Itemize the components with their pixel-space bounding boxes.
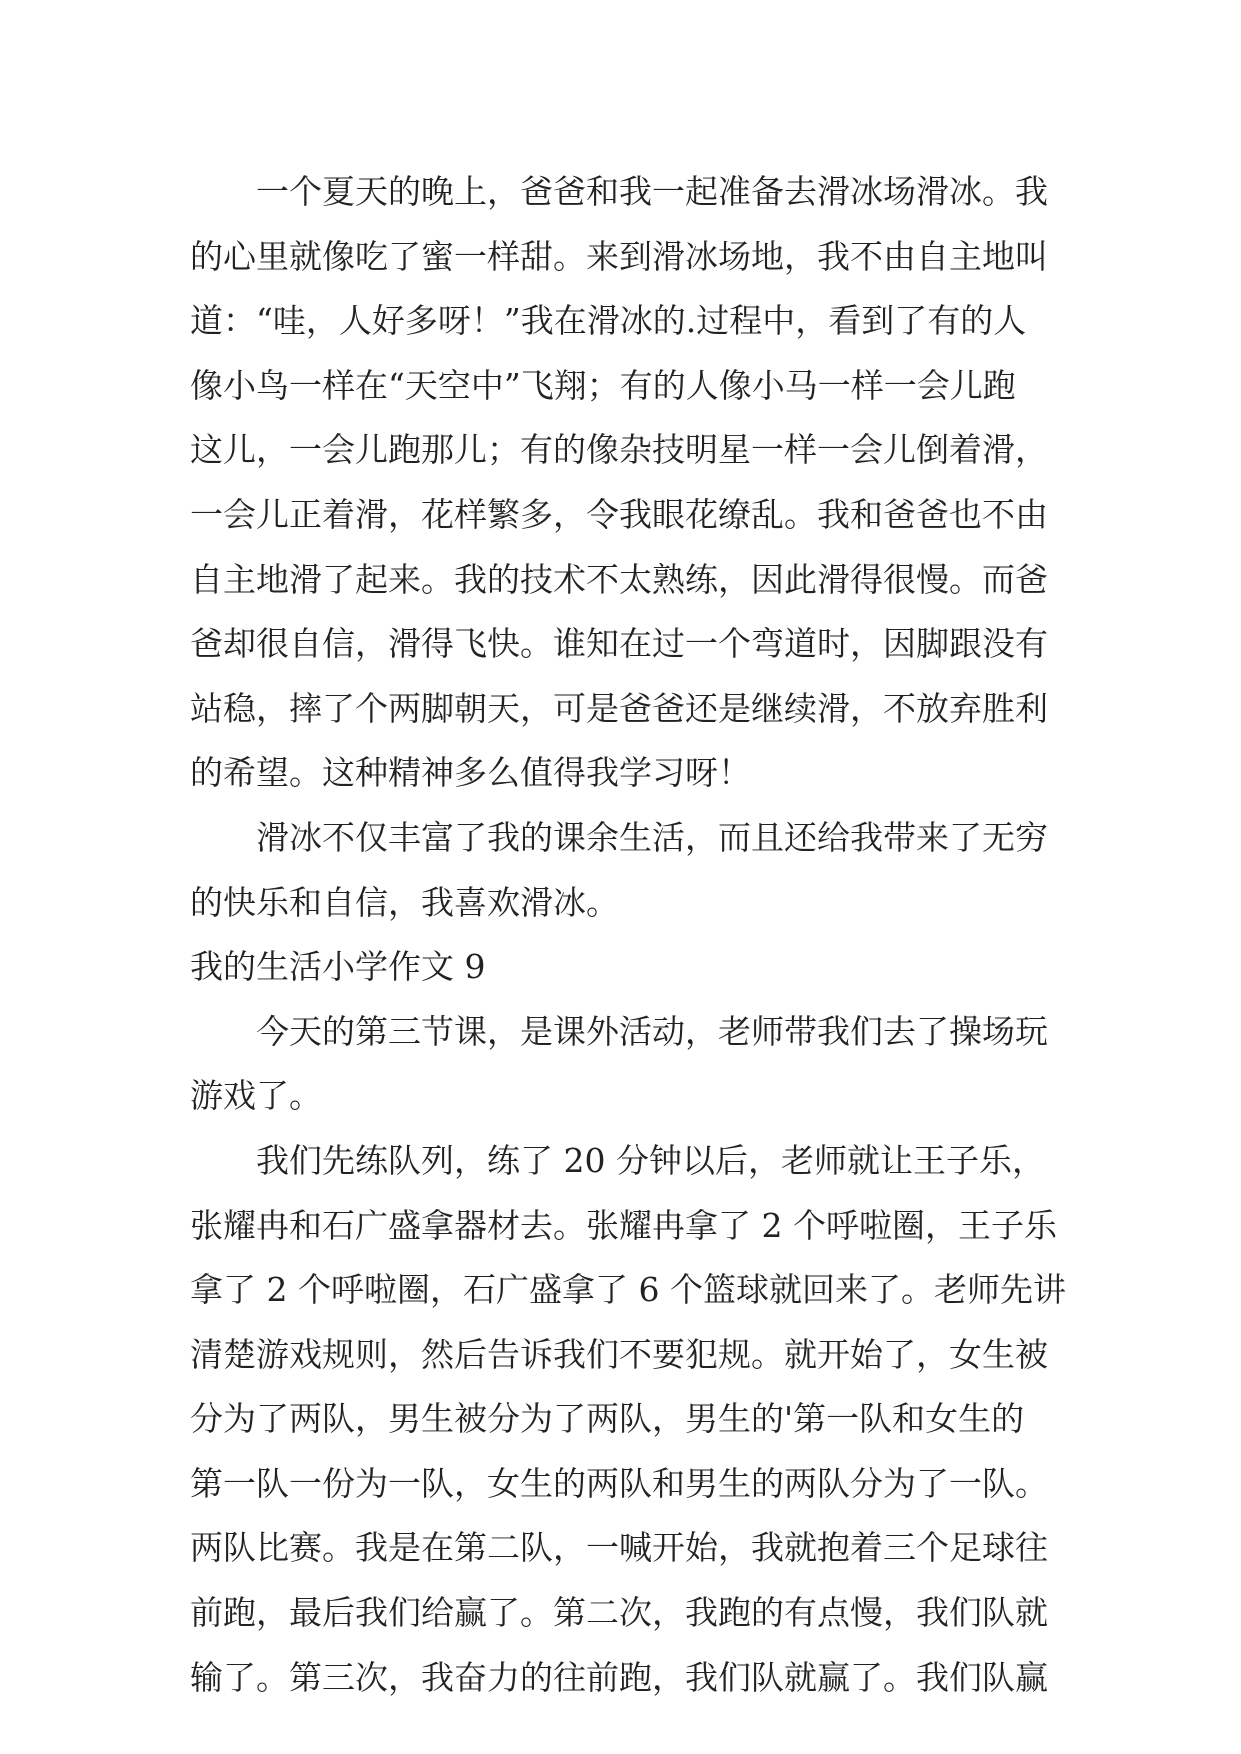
text-line: 一会儿正着滑，花样繁多，令我眼花缭乱。我和爸爸也不由 [190, 494, 1048, 534]
text-line: 一个夏天的晚上，爸爸和我一起准备去滑冰场滑冰。我 [256, 172, 1048, 211]
text-line: 的希望。这种精神多么值得我学习呀！ [190, 753, 751, 793]
text-line: 输了。第三次，我奋力的往前跑，我们队就赢了。我们队赢 [190, 1657, 1048, 1697]
text-line: 拿了 2 个呼啦圈，石广盛拿了 6 个篮球就回来了。老师先讲 [190, 1270, 1066, 1310]
text-line: 道：“哇，人好多呀！”我在滑冰的.过程中，看到了有的人 [190, 301, 1027, 341]
document-body [190, 160, 1070, 1710]
text-line: 的快乐和自信，我喜欢滑冰。 [190, 882, 619, 922]
text-line: 第一队一份为一队，女生的两队和男生的两队分为了一队。 [190, 1463, 1048, 1503]
text-line: 张耀冉和石广盛拿器材去。张耀冉拿了 2 个呼啦圈，王子乐 [190, 1205, 1057, 1245]
text-line: 滑冰不仅丰富了我的课余生活，而且还给我带来了无穷 [256, 817, 1048, 857]
text-line: 今天的第三节课，是课外活动，老师带我们去了操场玩 [256, 1011, 1048, 1051]
text-line: 站稳，摔了个两脚朝天，可是爸爸还是继续滑，不放弃胜利 [190, 688, 1048, 728]
text-line: 分为了两队，男生被分为了两队，男生的'第一队和女生的 [190, 1399, 1025, 1439]
text-line: 爸却很自信，滑得飞快。谁知在过一个弯道时，因脚跟没有 [190, 624, 1048, 664]
text-line: 游戏了。 [190, 1076, 322, 1116]
text-line: 的心里就像吃了蜜一样甜。来到滑冰场地，我不由自主地叫 [190, 236, 1048, 276]
section-heading: 我的生活小学作文 9 [190, 947, 486, 987]
text-line: 两队比赛。我是在第二队，一喊开始，我就抱着三个足球往 [190, 1528, 1048, 1568]
text-line: 这儿，一会儿跑那儿；有的像杂技明星一样一会儿倒着滑， [190, 430, 1048, 470]
text-line: 我们先练队列，练了 20 分钟以后，老师就让王子乐， [256, 1140, 1045, 1180]
text-line: 自主地滑了起来。我的技术不太熟练，因此滑得很慢。而爸 [190, 559, 1048, 599]
text-line: 像小鸟一样在“天空中”飞翔；有的人像小马一样一会儿跑 [190, 365, 1016, 405]
text-line: 前跑，最后我们给赢了。第二次，我跑的有点慢，我们队就 [190, 1593, 1048, 1633]
text-line: 清楚游戏规则，然后告诉我们不要犯规。就开始了，女生被 [190, 1334, 1048, 1374]
